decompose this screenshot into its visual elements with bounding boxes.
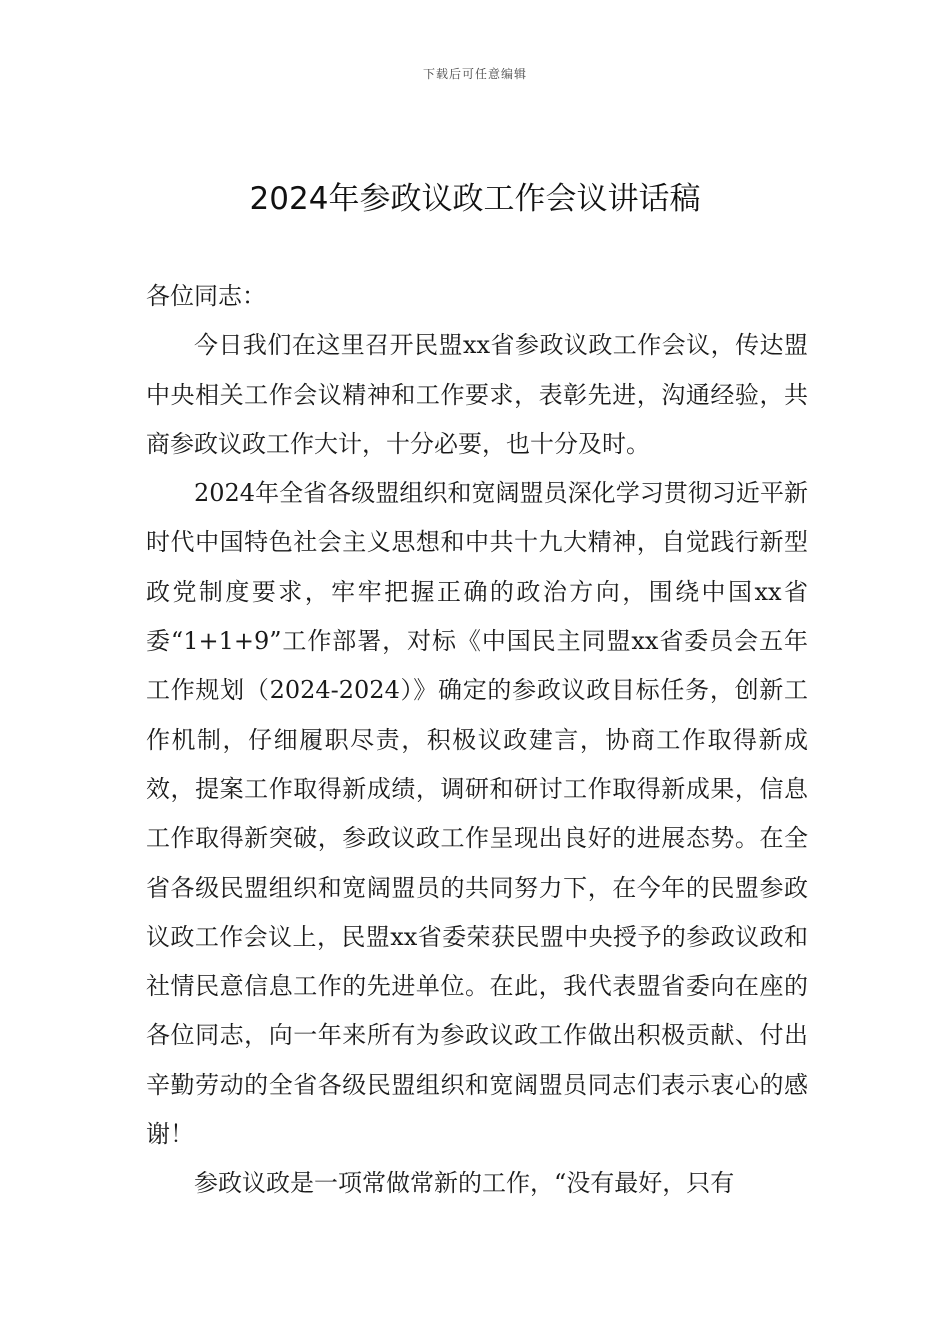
document-title: 2024年参政议政工作会议讲话稿 [249, 181, 701, 217]
document-body [146, 272, 808, 1209]
paragraph-achievements: 2024年全省各级盟组织和宽阔盟员深化学习贯彻习近平新时代中国特色社会主义思想和中共十九大精神，自觉践行新型政党制度要求，牢牢把握正确的政治方向，围绕中国xx省委“1+1+9”工作部署，对标《中国民主同盟xx省委员会五年工作规划（2024-2024）》确定的参政议政目标任务，创新工作机制，仔细履职尽责，积极议政建言，协商工作取得新成效，提案工作取得新成绩，调研和研讨工作取得新成果，信息工作取得新突破，参政议政工作呈现出良好的进展态势。在全省各级民盟组织和宽阔盟员的共同努力下，在今年的民盟参政议政工作会议上，民盟xx省委荣获民盟中央授予的参政议政和社情民意信息工作的先进单位。在此，我代表盟省委向在座的各位同志，向一年来所有为参政议政工作做出积极贡献、付出辛勤劳动的全省各级民盟组织和宽阔盟员同志们表示衷心的感谢！ [146, 479, 808, 1149]
download-note: 下载后可任意编辑 [422, 67, 527, 81]
paragraph-continuation: 参政议政是一项常做常新的工作，“没有最好，只有 [194, 1169, 735, 1198]
paragraph-opening: 今日我们在这里召开民盟xx省参政议政工作会议，传达盟中央相关工作会议精神和工作要求，表彰先进，沟通经验，共商参政议政工作大计，十分必要，也十分及时。 [146, 331, 808, 458]
salutation: 各位同志： [146, 282, 266, 310]
